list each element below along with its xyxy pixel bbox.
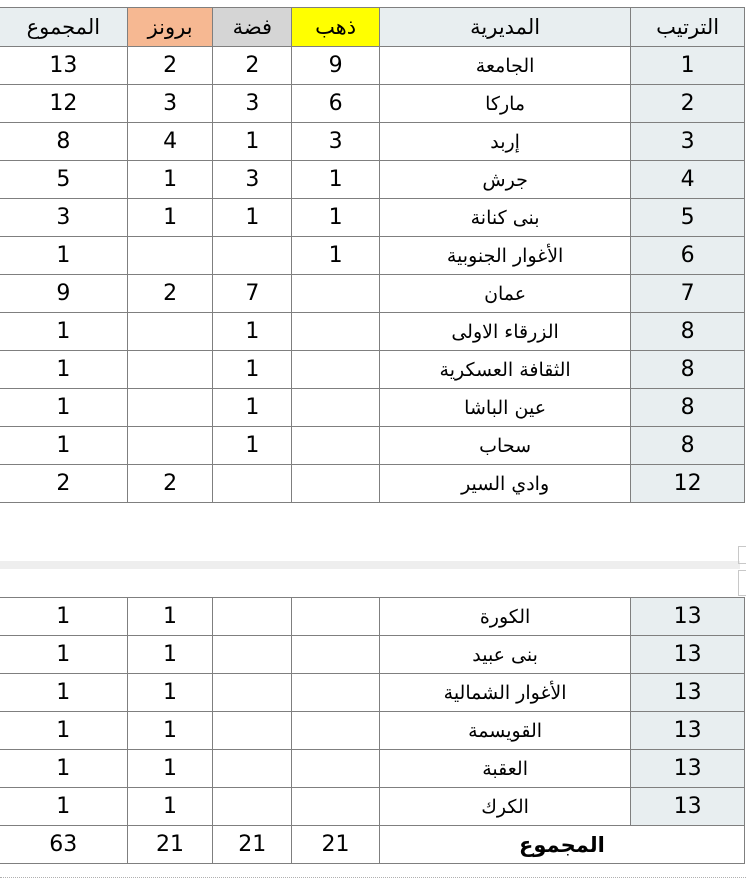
cell-gold	[292, 750, 380, 788]
cell-total: 1	[0, 598, 127, 636]
header-rank: الترتيب	[631, 8, 745, 47]
table-row	[0, 427, 745, 465]
cell-gold	[292, 788, 380, 826]
cell-rank: 7	[631, 275, 745, 313]
table-row	[0, 199, 745, 237]
cell-gold	[292, 674, 380, 712]
cell-directorate: الثقافة العسكرية	[379, 351, 630, 389]
cell-bronze: 3	[127, 85, 213, 123]
cell-total: 1	[0, 237, 127, 275]
table-row	[0, 275, 745, 313]
cell-gold	[292, 712, 380, 750]
total-silver: 21	[213, 826, 292, 864]
cell-total: 1	[0, 389, 127, 427]
cell-gold: 6	[292, 85, 380, 123]
table-row	[0, 351, 745, 389]
cell-bronze: 1	[127, 161, 213, 199]
total-gold: 21	[292, 826, 380, 864]
cell-gold	[292, 313, 380, 351]
table-body-bottom	[0, 598, 745, 826]
cell-bronze: 1	[127, 788, 213, 826]
table-row	[0, 598, 745, 636]
cell-bronze: 1	[127, 598, 213, 636]
cell-rank: 8	[631, 389, 745, 427]
cell-rank: 3	[631, 123, 745, 161]
cell-silver: 1	[213, 313, 292, 351]
cell-gold: 9	[292, 47, 380, 85]
cell-silver: 2	[213, 47, 292, 85]
cell-total: 1	[0, 351, 127, 389]
cell-silver	[213, 750, 292, 788]
cell-gold	[292, 275, 380, 313]
medal-table-top	[0, 7, 745, 503]
cell-bronze	[127, 351, 213, 389]
cell-silver	[213, 636, 292, 674]
cell-directorate: الكورة	[379, 598, 630, 636]
header-gold: ذهب	[292, 8, 380, 47]
cell-directorate: الكرك	[379, 788, 630, 826]
cell-bronze: 1	[127, 712, 213, 750]
cell-directorate: الزرقاء الاولى	[379, 313, 630, 351]
cell-total: 1	[0, 674, 127, 712]
cell-silver	[213, 598, 292, 636]
header-silver: فضة	[213, 8, 292, 47]
cell-bronze: 1	[127, 750, 213, 788]
cell-gold	[292, 465, 380, 503]
cell-gold	[292, 598, 380, 636]
cell-gold: 1	[292, 199, 380, 237]
cell-rank: 6	[631, 237, 745, 275]
cell-bronze: 1	[127, 674, 213, 712]
medal-table-bottom	[0, 597, 745, 864]
cell-silver: 1	[213, 427, 292, 465]
table-row	[0, 389, 745, 427]
cell-directorate: سحاب	[379, 427, 630, 465]
cell-silver: 1	[213, 389, 292, 427]
table-row	[0, 123, 745, 161]
cell-rank: 13	[631, 788, 745, 826]
table-row	[0, 788, 745, 826]
cell-bronze	[127, 313, 213, 351]
table-row	[0, 636, 745, 674]
table-row	[0, 237, 745, 275]
cell-rank: 4	[631, 161, 745, 199]
cell-directorate: الجامعة	[379, 47, 630, 85]
cell-total: 1	[0, 427, 127, 465]
header-total: المجموع	[0, 8, 127, 47]
table-row	[0, 750, 745, 788]
cell-rank: 13	[631, 598, 745, 636]
cell-gold: 1	[292, 237, 380, 275]
page-corner-mark	[738, 546, 746, 564]
cell-directorate: إربد	[379, 123, 630, 161]
cell-silver	[213, 712, 292, 750]
cell-rank: 2	[631, 85, 745, 123]
cell-silver: 1	[213, 351, 292, 389]
cell-rank: 8	[631, 427, 745, 465]
grand-total: 63	[0, 826, 127, 864]
cell-rank: 1	[631, 47, 745, 85]
cell-bronze: 4	[127, 123, 213, 161]
cell-bronze	[127, 427, 213, 465]
cell-total: 8	[0, 123, 127, 161]
cell-total: 1	[0, 313, 127, 351]
cell-silver	[213, 465, 292, 503]
totals-row	[0, 826, 745, 864]
cell-rank: 5	[631, 199, 745, 237]
cell-directorate: عين الباشا	[379, 389, 630, 427]
cell-gold	[292, 427, 380, 465]
cell-bronze	[127, 389, 213, 427]
cell-silver: 3	[213, 161, 292, 199]
cell-total: 1	[0, 712, 127, 750]
cell-total: 9	[0, 275, 127, 313]
cell-silver: 3	[213, 85, 292, 123]
cell-directorate: القويسمة	[379, 712, 630, 750]
header-bronze: برونز	[127, 8, 213, 47]
table-body-top	[0, 47, 745, 503]
cell-silver	[213, 788, 292, 826]
table-row	[0, 313, 745, 351]
cell-bronze: 1	[127, 636, 213, 674]
cell-rank: 13	[631, 750, 745, 788]
table-row	[0, 161, 745, 199]
cell-directorate: عمان	[379, 275, 630, 313]
table-row	[0, 712, 745, 750]
cell-directorate: وادي السير	[379, 465, 630, 503]
header-row	[0, 8, 745, 47]
cell-directorate: الأغوار الجنوبية	[379, 237, 630, 275]
cell-directorate: الأغوار الشمالية	[379, 674, 630, 712]
cell-total: 13	[0, 47, 127, 85]
cell-silver: 7	[213, 275, 292, 313]
total-bronze: 21	[127, 826, 213, 864]
cell-silver: 1	[213, 199, 292, 237]
cell-total: 1	[0, 636, 127, 674]
cell-bronze	[127, 237, 213, 275]
cell-rank: 13	[631, 636, 745, 674]
cell-rank: 13	[631, 712, 745, 750]
cell-bronze: 2	[127, 275, 213, 313]
cell-directorate: جرش	[379, 161, 630, 199]
cell-directorate: بنى عبيد	[379, 636, 630, 674]
cell-bronze: 2	[127, 47, 213, 85]
cell-rank: 13	[631, 674, 745, 712]
cell-total: 5	[0, 161, 127, 199]
cell-total: 2	[0, 465, 127, 503]
cell-rank: 8	[631, 351, 745, 389]
cell-directorate: العقبة	[379, 750, 630, 788]
page-edge	[0, 877, 746, 878]
cell-silver	[213, 237, 292, 275]
cell-total: 3	[0, 199, 127, 237]
table-row	[0, 85, 745, 123]
cell-gold: 3	[292, 123, 380, 161]
cell-silver: 1	[213, 123, 292, 161]
cell-directorate: ماركا	[379, 85, 630, 123]
table-row	[0, 674, 745, 712]
cell-rank: 8	[631, 313, 745, 351]
cell-total: 1	[0, 788, 127, 826]
cell-bronze: 1	[127, 199, 213, 237]
cell-bronze: 2	[127, 465, 213, 503]
cell-total: 12	[0, 85, 127, 123]
cell-directorate: بنى كنانة	[379, 199, 630, 237]
cell-total: 1	[0, 750, 127, 788]
page-corner-mark	[738, 570, 746, 596]
cell-silver	[213, 674, 292, 712]
section-divider	[0, 561, 740, 569]
header-directorate: المديرية	[379, 8, 630, 47]
table-row	[0, 465, 745, 503]
cell-gold: 1	[292, 161, 380, 199]
totals-label: المجموع	[379, 826, 744, 864]
table-row	[0, 47, 745, 85]
cell-gold	[292, 389, 380, 427]
cell-rank: 12	[631, 465, 745, 503]
cell-gold	[292, 636, 380, 674]
cell-gold	[292, 351, 380, 389]
